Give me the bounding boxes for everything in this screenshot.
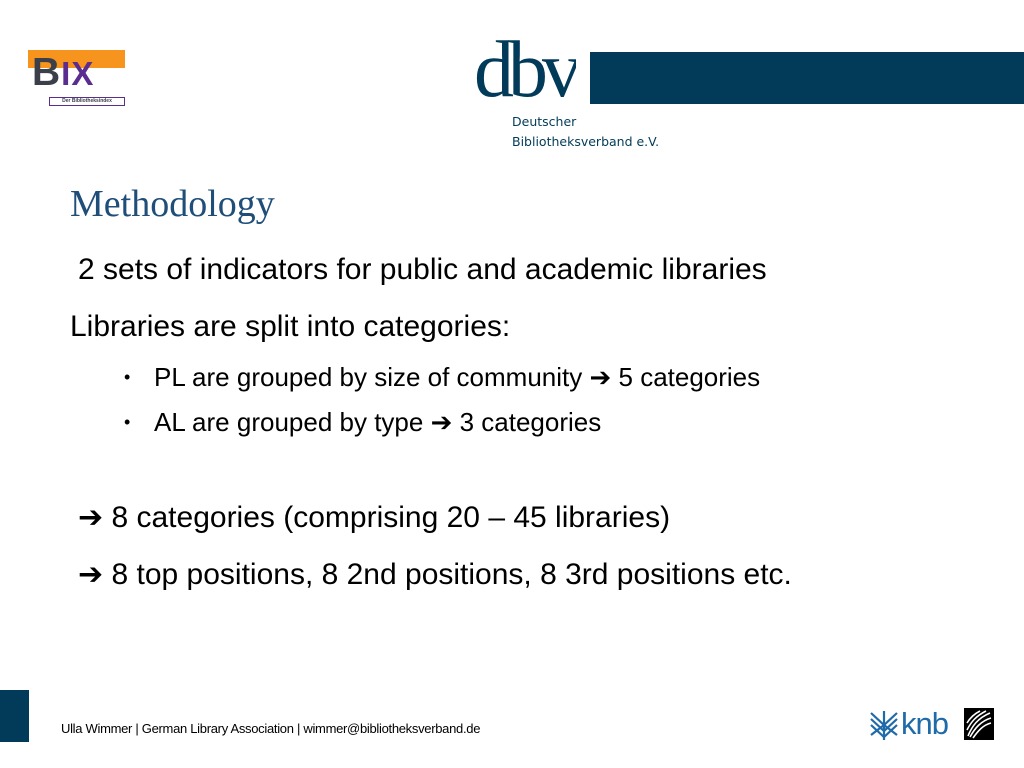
bullet-academic-libraries	[124, 405, 601, 440]
bix-tagline: Der Bibliotheksindex	[49, 97, 125, 106]
bix-logo	[28, 50, 126, 106]
bix-mark-b: B	[32, 51, 62, 94]
knb-logo	[869, 708, 959, 742]
knb-wordmark: knb	[901, 706, 948, 741]
footer-accent-bar	[0, 690, 29, 742]
right-arrow-icon: ➔	[430, 408, 453, 438]
dbv-line-1: Deutscher	[512, 114, 577, 129]
bullet-dot: •	[124, 412, 131, 432]
partner-logo	[964, 708, 994, 740]
conclusion-text: 8 categories (comprising 20 – 45 libraries)	[103, 501, 671, 534]
conclusion-categories	[78, 499, 670, 537]
dbv-logo-mark: dbv	[474, 30, 576, 106]
right-arrow-icon: ➔	[78, 500, 104, 535]
bullet-public-libraries	[124, 360, 760, 395]
right-arrow-icon: ➔	[589, 363, 612, 393]
right-arrow-icon: ➔	[78, 557, 104, 592]
knb-emblem-icon	[869, 709, 899, 741]
bix-mark	[32, 51, 94, 96]
bullet-text: AL are grouped by type	[154, 407, 431, 437]
bullet-result: 5 categories	[611, 362, 761, 392]
indicators-line: 2 sets of indicators for public and academic libraries	[78, 253, 767, 286]
slide-title: Methodology	[70, 183, 275, 225]
conclusion-text: 8 top positions, 8 2nd positions, 8 3rd positions etc.	[103, 558, 792, 591]
dbv-header-band	[590, 52, 1024, 104]
bullet-result: 3 categories	[452, 407, 602, 437]
bullet-text: PL are grouped by size of community	[154, 362, 590, 392]
conclusion-positions	[78, 556, 792, 594]
categories-intro: Libraries are split into categories:	[70, 310, 511, 343]
dbv-line-2: Bibliotheksverband e.V.	[512, 134, 660, 149]
dbv-logo-text	[512, 112, 659, 152]
bix-mark-ix: IX	[61, 55, 95, 92]
bullet-dot: •	[124, 367, 131, 387]
footer-credit: Ulla Wimmer | German Library Association | wimmer@bibliotheksverband.de	[61, 721, 481, 736]
partner-emblem-icon	[964, 708, 994, 740]
